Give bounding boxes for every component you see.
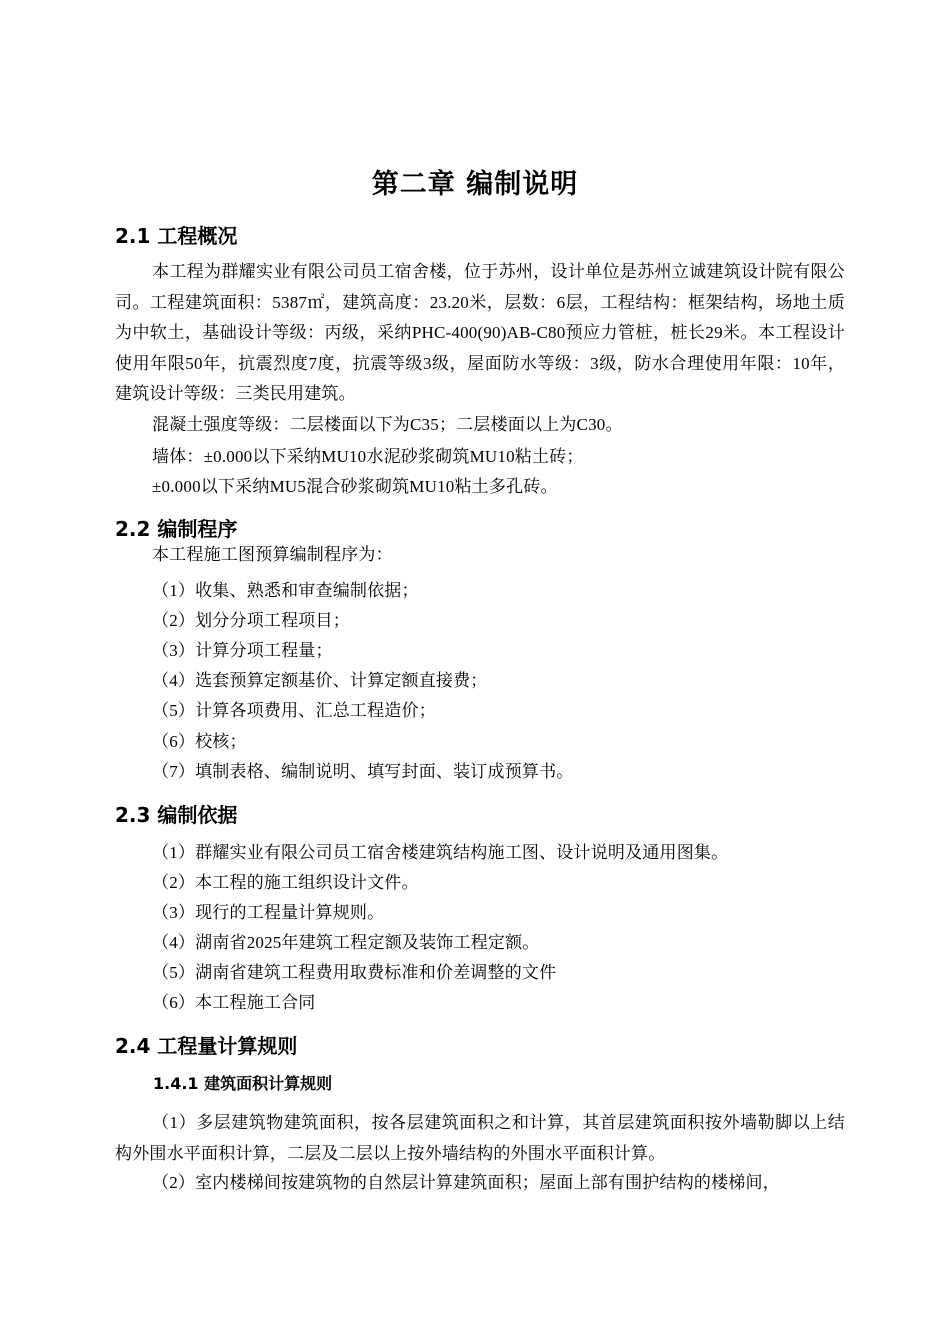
procedure-item: （6）校核； — [152, 732, 247, 751]
basis-item: （1）群耀实业有限公司员工宿舍楼建筑结构施工图、设计说明及通用图集。 — [152, 843, 729, 862]
wall-line-1: 墙体：±0.000以下采纳MU10水泥砂浆砌筑MU10粘土砖； — [152, 447, 584, 466]
section-heading-2-1: 2.1 工程概况 — [115, 224, 238, 248]
procedure-item: （2）划分分项工程项目； — [152, 611, 350, 630]
project-overview-paragraph: 本工程为群耀实业有限公司员工宿舍楼，位于苏州，设计单位是苏州立诚建筑设计院有限公司。工程建筑面积：5387㎡，建筑高度：23.20米，层数：6层，工程结构：框架结构，场地土质为中软土，基础设计等级：丙级，采纳PHC-400(90)AB-C80预应力管桩，桩长29米。本工程设计使用年限50年，抗震烈度7度，抗震等级3级，屋面防水等级：3级，防水合理使用年限：10年，建筑设计等级：三类民用建筑。 — [115, 262, 845, 403]
basis-item: （4）湖南省2025年建筑工程定额及装饰工程定额。 — [152, 933, 540, 952]
procedure-item: （5）计算各项费用、汇总工程造价； — [152, 701, 436, 720]
procedure-item: （3）计算分项工程量； — [152, 641, 333, 660]
basis-item: （3）现行的工程量计算规则。 — [152, 903, 385, 922]
basis-item: （6）本工程施工合同 — [152, 993, 316, 1012]
section-heading-2-2: 2.2 编制程序 — [115, 517, 238, 541]
procedure-item: （4）选套预算定额基价、计算定额直接费； — [152, 671, 488, 690]
concrete-grade-line: 混凝土强度等级：二层楼面以下为C35；二层楼面以上为C30。 — [152, 415, 623, 434]
section-heading-2-3: 2.3 编制依据 — [115, 803, 238, 827]
area-rule-paragraph-1: （1）多层建筑物建筑面积，按各层建筑面积之和计算，其首层建筑面积按外墙勒脚以上结构外围水平面积计算，二层及二层以上按外墙结构的外围水平面积计算。 — [115, 1113, 845, 1163]
basis-item: （5）湖南省建筑工程费用取费标准和价差调整的文件 — [152, 963, 557, 982]
area-rule-paragraph-2: （2）室内楼梯间按建筑物的自然层计算建筑面积；屋面上部有围护结构的楼梯间， — [152, 1173, 780, 1192]
wall-line-2: ±0.000以下采纳MU5混合砂浆砌筑MU10粘土多孔砖。 — [152, 477, 558, 496]
basis-item: （2）本工程的施工组织设计文件。 — [152, 873, 419, 892]
section-heading-2-4: 2.4 工程量计算规则 — [115, 1034, 298, 1058]
procedure-item: （7）填制表格、编制说明、填写封面、装订成预算书。 — [152, 762, 574, 781]
procedure-intro: 本工程施工图预算编制程序为： — [152, 545, 393, 564]
chapter-title: 第二章 编制说明 — [371, 169, 579, 200]
procedure-item: （1）收集、熟悉和审查编制依据； — [152, 581, 419, 600]
subsection-heading: 1.4.1 建筑面积计算规则 — [153, 1074, 333, 1093]
